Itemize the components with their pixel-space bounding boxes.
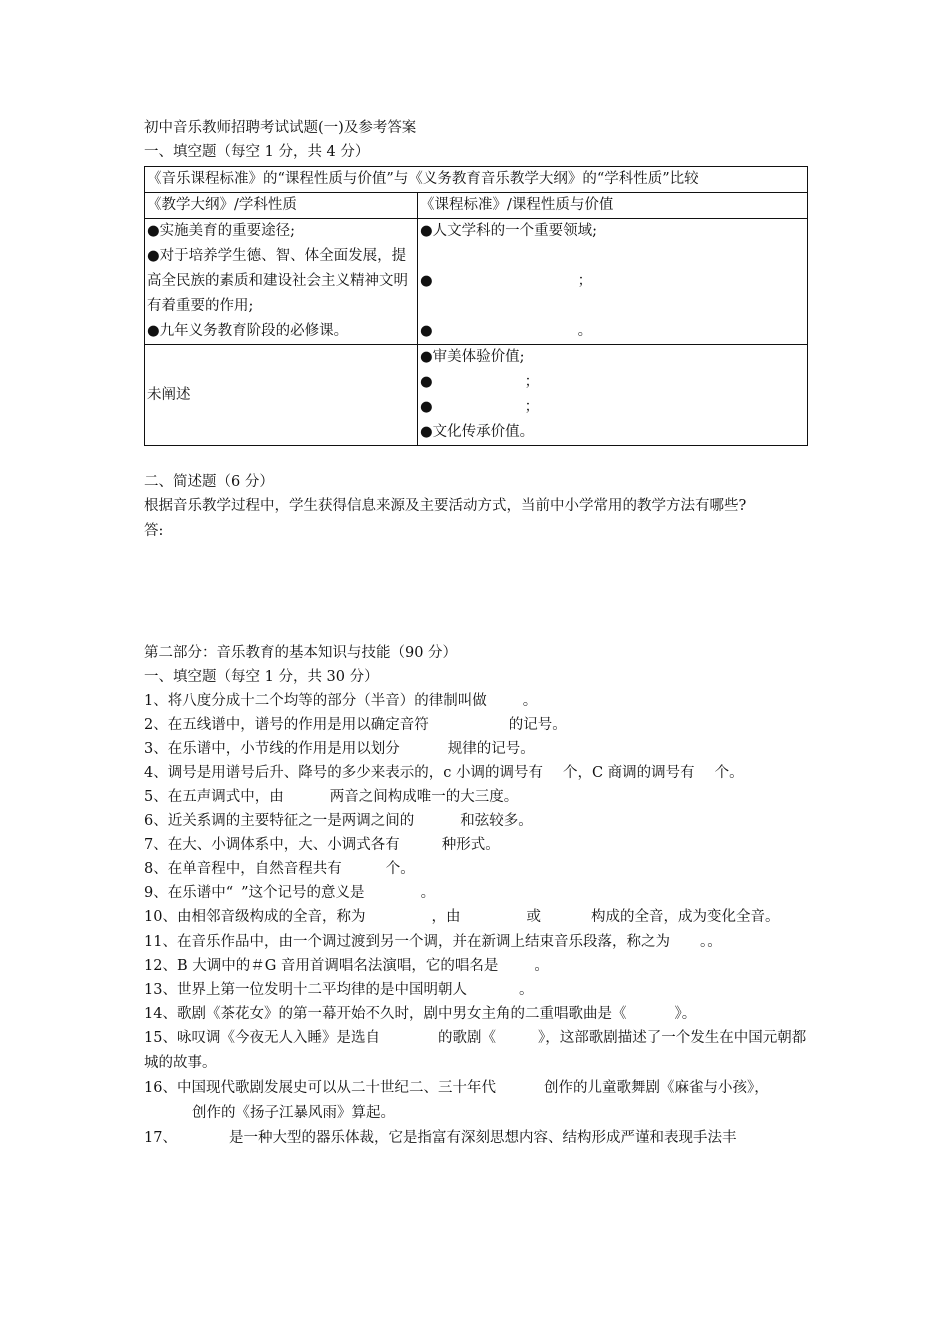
col2-header: 《课程标准》/课程性质与价值 <box>418 193 808 219</box>
part2-section1-heading: 一、填空题（每空 1 分，共 30 分） <box>144 669 379 685</box>
table-caption: 《音乐课程标准》的“课程性质与价值”与《义务教育音乐教学大纲》的“学科性质”比较 <box>145 167 808 193</box>
part1-section1-heading: 一、填空题（每空 1 分，共 4 分） <box>144 144 370 160</box>
question-16: 16、中国现代歌剧发展史可以从二十世纪二、三十年代 创作的儿童歌舞剧《麻雀与小孩》，创作的《扬子江暴风雨》算起。 <box>144 1080 769 1121</box>
question-12: 12、B 大调中的＃G 音用首调唱名法演唱，它的唱名是 。 <box>144 958 549 974</box>
table-row <box>145 219 808 345</box>
list-item: ●人文学科的一个重要领域; <box>420 223 598 239</box>
question-1: 1、将八度分成十二个均等的部分（半音）的律制叫做 。 <box>144 693 538 709</box>
part1-section2-heading: 二、简述题（6 分） <box>144 474 274 490</box>
row2-col1-cell: 未阐述 <box>145 345 418 446</box>
question-6: 6、近关系调的主要特征之一是两调之间的 和弦较多。 <box>144 813 533 829</box>
question-8: 8、在单音程中，自然音程共有 个。 <box>144 861 415 877</box>
list-item: ●文化传承价值。 <box>420 424 535 440</box>
question-2: 2、在五线谱中，谱号的作用是用以确定音符 的记号。 <box>144 717 567 733</box>
row1-col1-cell <box>145 219 418 345</box>
question-14: 14、歌剧《茶花女》的第一幕开始不久时，剧中男女主角的二重唱歌曲是《 》。 <box>144 1006 697 1022</box>
question-9: 9、在乐谱中“ ”这个记号的意义是 。 <box>144 885 436 901</box>
table-caption-row <box>145 167 808 193</box>
part1-section2-question: 根据音乐教学过程中，学生获得信息来源及主要活动方式，当前中小学常用的教学方法有哪些? <box>144 498 747 514</box>
table-row <box>145 345 808 446</box>
list-item: ● 。 <box>420 323 593 339</box>
question-15: 15、咏叹调《今夜无人入睡》是选自 的歌剧《 》，这部歌剧描述了一个发生在中国元朝都城的故事。 <box>144 1030 807 1071</box>
part2-heading: 第二部分：音乐教育的基本知识与技能（90 分） <box>144 645 458 661</box>
list-item: ● ； <box>420 399 540 415</box>
question-13: 13、世界上第一位发明十二平均律的是中国明朝人 。 <box>144 982 534 998</box>
list-item: ● ； <box>420 374 540 390</box>
exam-page <box>144 116 810 1150</box>
question-5: 5、在五声调式中，由 两音之间构成唯一的大三度。 <box>144 789 519 805</box>
col1-header: 《教学大纲》/学科性质 <box>145 193 418 219</box>
question-10: 10、由相邻音级构成的全音，称为 ，由 或 构成的全音，成为变化全音。 <box>144 909 780 925</box>
row1-col2-cell <box>418 219 808 345</box>
question-4: 4、调号是用谱号后升、降号的多少来表示的，c 小调的调号有 个，C 商调的调号有 个。 <box>144 765 744 781</box>
list-item: ●九年义务教育阶段的必修课。 <box>147 323 349 339</box>
answer-label: 答: <box>144 523 164 539</box>
list-item: ● ； <box>420 273 593 289</box>
question-7: 7、在大、小调体系中，大、小调式各有 种形式。 <box>144 837 500 853</box>
question-3: 3、在乐谱中，小节线的作用是用以划分 规律的记号。 <box>144 741 535 757</box>
comparison-table <box>144 166 808 446</box>
question-11: 11、在音乐作品中，由一个调过渡到另一个调，并在新调上结束音乐段落，称之为 。。 <box>144 934 722 950</box>
question-17: 17、 是一种大型的器乐体裁，它是指富有深刻思想内容、结构形成严谨和表现手法丰 <box>144 1130 737 1146</box>
list-item: ●对于培养学生德、智、体全面发展，提高全民族的素质和建设社会主义精神文明有着重要的作用; <box>147 248 408 314</box>
list-item: ●实施美育的重要途径; <box>147 223 296 239</box>
exam-title: 初中音乐教师招聘考试试题(一)及参考答案 <box>144 120 417 136</box>
row2-col2-cell <box>418 345 808 446</box>
list-item: ●审美体验价值; <box>420 349 525 365</box>
table-header-row <box>145 193 808 219</box>
